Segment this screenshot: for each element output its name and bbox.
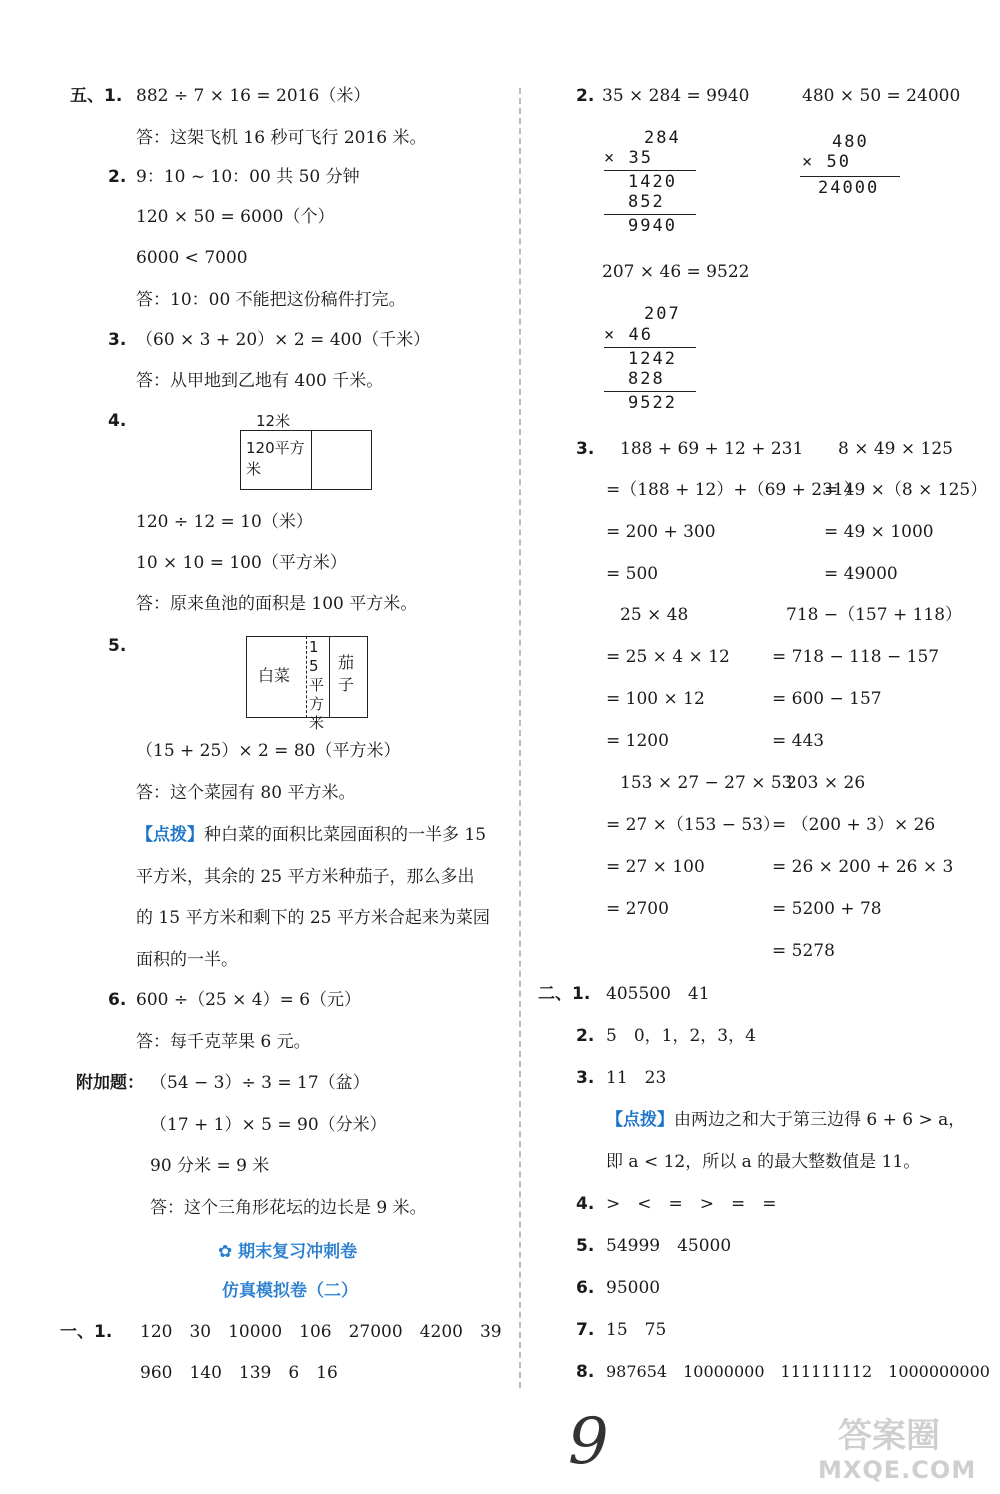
fig5-cabbage: 白菜 [258,666,291,685]
r2b-q8-val: 987654 10000000 111111112 1000000000 [606,1362,990,1381]
fig5-split [329,636,330,718]
r2b-q3-hint2: 即 a < 12，所以 a 的最大整数值是 11。 [606,1152,921,1172]
r3-b1: 8 × 49 × 125 [838,439,953,459]
q5-3-answer: 答：从甲地到乙地有 400 千米。 [136,371,384,391]
fig5-eggplant: 茄子 [338,653,355,694]
v2-rule [800,176,900,177]
q5-5-label: 5. [108,636,127,656]
r2b-q1-val: 405500 41 [606,984,710,1004]
v3-top: 207 [644,304,681,324]
q1-1-row1: 120 30 10000 106 27000 4200 39 [140,1322,502,1342]
v2-result: 24000 [818,178,880,198]
r2b-q6-val: 95000 [606,1278,661,1298]
v3-result: 9522 [628,393,677,413]
section-subtitle: 仿真模拟卷（二） [222,1281,358,1301]
r3-f2: = （200 + 3）× 26 [772,815,936,835]
r2-eq3: 207 × 46 = 9522 [602,262,750,282]
r3-b4: = 49000 [824,564,898,584]
hint-tag: 【点拨】 [606,1110,674,1130]
r3-a2: =（188 + 12）+（69 + 231） [606,480,861,500]
r3-c2: = 25 × 4 × 12 [606,647,730,667]
r3-a3: = 200 + 300 [606,522,716,542]
r2b-q3-label: 3. [576,1068,595,1088]
watermark-url: MXQE.COM [818,1456,977,1484]
r3-f4: = 5200 + 78 [772,899,882,919]
q1-1-label: 一、1. [60,1322,113,1342]
watermark-logo: 答案圈 [838,1416,940,1456]
r2b-q4-label: 4. [576,1194,595,1214]
v1-rule1 [604,170,696,171]
section-title: ✿ 期末复习冲刺卷 [218,1242,358,1262]
r3-c3: = 100 × 12 [606,689,705,709]
q5-2-label: 2. [108,167,127,187]
r2-eq1: 35 × 284 = 9940 [602,86,750,106]
q5-4-line2: 10 × 10 = 100（平方米） [136,553,347,573]
q5-1-answer: 答：这架飞机 16 秒可飞行 2016 米。 [136,128,427,148]
v2-mul: × 50 [802,152,851,172]
r2b-q4-val: > < = > = = [606,1194,777,1214]
column-divider [519,88,521,1388]
r2b-q6-label: 6. [576,1278,595,1298]
r2b-q1-label: 二、1. [538,984,591,1004]
r2b-q3-hint1: 【点拨】由两边之和大于第三边得 6 + 6 > a， [606,1110,966,1130]
r3-e4: = 2700 [606,899,669,919]
r3-a1: 188 + 69 + 12 + 231 [620,439,804,459]
r2b-q7-val: 15 75 [606,1320,667,1340]
q5-5-hint-line3: 的 15 平方米和剩下的 25 平方米合起来为菜园 [136,908,490,928]
r2b-q7-label: 7. [576,1320,595,1340]
v1-p1: 1420 [628,172,677,192]
v3-rule2 [604,391,696,392]
q5-4-answer: 答：原来鱼池的面积是 100 平方米。 [136,594,418,614]
v3-rule1 [604,347,696,348]
q5-4-line1: 120 ÷ 12 = 10（米） [136,512,313,532]
fig5-dash [306,636,307,718]
r2b-q3-val: 11 23 [606,1068,667,1088]
v1-top: 284 [644,128,681,148]
r3-f1: 203 × 26 [786,773,866,793]
extra-answer: 答：这个三角形花坛的边长是 9 米。 [150,1198,427,1218]
v1-p2: 852 [628,192,665,212]
q5-5-line1: （15 + 25）× 2 = 80（平方米） [136,741,401,761]
v3-mul: × 46 [604,325,653,345]
page-number: 9 [568,1405,609,1479]
fig4-top-label: 12米 [256,412,291,430]
q5-4-label: 4. [108,411,127,431]
r2b-q2-val: 5 0，1，2，3，4 [606,1026,756,1046]
r3-b3: = 49 × 1000 [824,522,934,542]
extra-line2: （17 + 1）× 5 = 90（分米） [150,1115,387,1135]
q5-5-hint-line2: 平方米，其余的 25 平方米种茄子，那么多出 [136,867,475,887]
r2b-q2-label: 2. [576,1026,595,1046]
r3-a4: = 500 [606,564,659,584]
q5-5-answer: 答：这个菜园有 80 平方米。 [136,783,356,803]
q5-6-answer: 答：每千克苹果 6 元。 [136,1032,311,1052]
v2-top: 480 [832,132,869,152]
q5-6-eq: 600 ÷（25 × 4）= 6（元） [136,990,362,1010]
r3-d1: 718 −（157 + 118） [786,605,963,625]
q5-2-line3: 6000 < 7000 [136,248,248,268]
r3-e2: = 27 ×（153 − 53） [606,815,781,835]
r3-c4: = 1200 [606,731,669,751]
extra-line1: （54 − 3）÷ 3 = 17（盆） [150,1073,370,1093]
r2-label: 2. [576,86,595,106]
r3-f5: = 5278 [772,941,835,961]
q1-1-row2: 960 140 139 6 16 [140,1363,338,1383]
paw-icon: ✿ [218,1242,233,1262]
q5-2-line1: 9：10 ~ 10：00 共 50 分钟 [136,167,360,187]
r3-e1: 153 × 27 − 27 × 53 [620,773,793,793]
extra-label: 附加题： [76,1073,144,1093]
q5-5-hint-line1: 【点拨】种白菜的面积比菜园面积的一半多 15 [136,825,487,845]
q5-3-label: 3. [108,330,127,350]
q5-1-eq: 882 ÷ 7 × 16 = 2016（米） [136,86,371,106]
r3-label: 3. [576,439,595,459]
fig5-strip: 15平方米 [309,638,325,732]
hint-tag: 【点拨】 [136,825,204,845]
v1-rule2 [604,214,696,215]
extra-line3: 90 分米 = 9 米 [150,1156,270,1176]
v3-p2: 828 [628,369,665,389]
v1-result: 9940 [628,216,677,236]
fig4-cell-label: 120平方米 [246,439,305,478]
r3-b2: = 49 ×（8 × 125） [824,480,988,500]
fig4-split [311,430,312,490]
r2b-q8-label: 8. [576,1362,595,1382]
r3-c1: 25 × 48 [620,605,689,625]
q5-6-label: 6. [108,990,127,1010]
q5-1-label: 五、1. [70,86,123,106]
q5-2-answer: 答：10：00 不能把这份稿件打完。 [136,290,406,310]
r3-d3: = 600 − 157 [772,689,882,709]
r3-f3: = 26 × 200 + 26 × 3 [772,857,954,877]
r2b-q5-val: 54999 45000 [606,1236,732,1256]
v1-mul: × 35 [604,148,653,168]
q5-2-line2: 120 × 50 = 6000（个） [136,207,335,227]
r3-e3: = 27 × 100 [606,857,705,877]
v3-p1: 1242 [628,349,677,369]
r3-d2: = 718 − 118 − 157 [772,647,940,667]
q5-3-eq: （60 × 3 + 20）× 2 = 400（千米） [136,330,431,350]
q5-5-hint-line4: 面积的一半。 [136,950,238,970]
r2b-q5-label: 5. [576,1236,595,1256]
r2-eq2: 480 × 50 = 24000 [802,86,961,106]
r3-d4: = 443 [772,731,825,751]
